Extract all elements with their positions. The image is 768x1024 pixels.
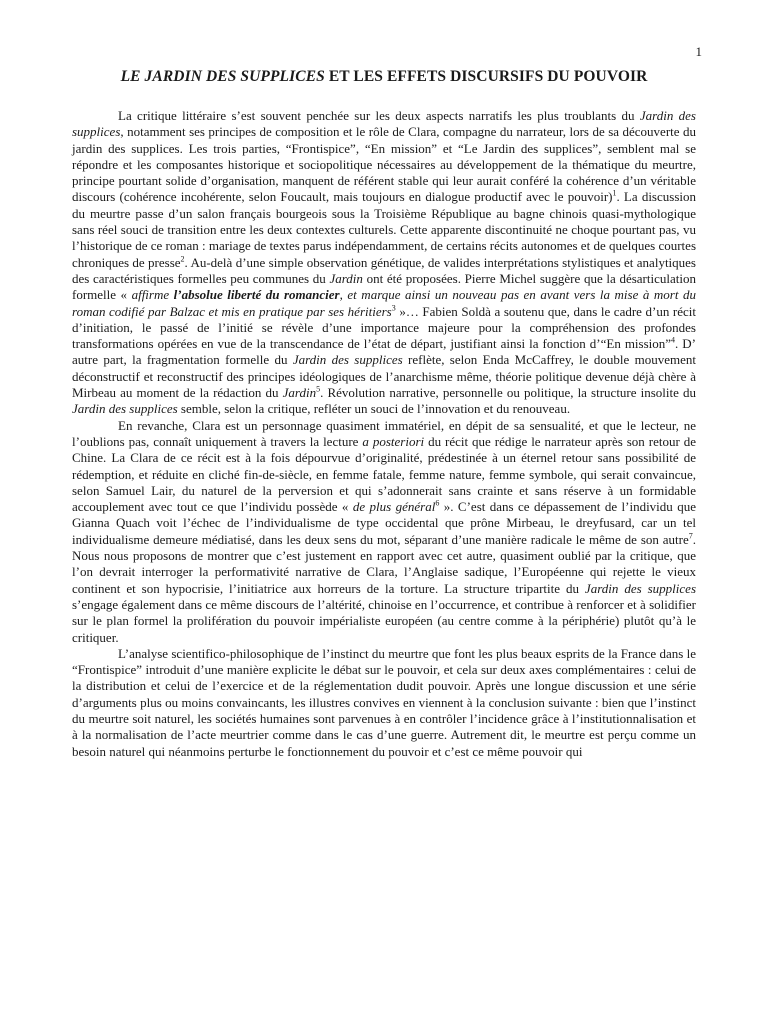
emphasis-text: , et marque ainsi un nouveau pas en avant vers la mise à mort du roman codifié par Balzac et mis en pratique par ses héritiers <box>72 287 696 319</box>
paragraph <box>72 646 696 760</box>
text-run: s’engage également dans ce même discours de l’altérité, chinoise en l’occurrence, et contribue à renforcer et à solidifier sur le plan formel la prolifération du pouvoir impérialiste européen (au centre comme à la périphérie) plutôt qu’à le critiquer. <box>72 596 696 645</box>
text-run: . Révolution narrative, personnelle ou politique, la structure insolite du <box>320 385 697 401</box>
emphasis-text: a posteriori <box>362 433 425 449</box>
article-title <box>72 68 696 86</box>
emphasis-text: l’absolue liberté du romancier <box>173 287 340 303</box>
emphasis-text: Jardin des supplices <box>72 108 696 140</box>
text-run: ont été proposées. Pierre Michel suggère que la désarticulation formelle « <box>72 270 696 303</box>
footnote-ref: 7 <box>688 531 693 541</box>
emphasis-text: de plus général <box>352 499 436 515</box>
text-run: La critique littéraire s’est souvent penchée sur les deux aspects narratifs les plus troublants du <box>118 108 640 123</box>
footnote-ref: 6 <box>435 498 440 508</box>
text-run: ». C’est dans ce dépassement de l’individu que Gianna Quach voit l’échec de l’individualisme de type occidental que prône Mirbeau, le dreyfusard, car un tel individualisme demeure médiatisé, dans les deux sens du mot, séparant d’une manière radicale le même de son autre <box>72 499 696 547</box>
footnote-ref: 4 <box>671 335 676 345</box>
text-run: En revanche, Clara est un personnage quasiment immatériel, en dépit de sa sensualité, et que le lecteur, ne l’oublions pas, connaît uniquement à travers la lecture <box>72 417 696 449</box>
paragraph <box>72 418 696 646</box>
footnote-ref: 5 <box>316 384 321 394</box>
footnote-ref: 1 <box>612 189 617 199</box>
emphasis-text: Jardin des supplices <box>584 580 696 596</box>
text-run: L’analyse scientifico-philosophique de l’instinct du meurtre que font les plus beaux esprits de la France dans le “Frontispice” introduit d’une manière explicite le débat sur le pouvoir, et cela sur deux axes complémentaires : celui de la distribution et celui de l’exercice et de la réglementation dudit pouvoir. Après une longue discussion et une série d’arguments plus ou moins convaincants, les illustres convives en viennent à la conclusion suivante : bien que l’instinct du meurtre soit naturel, les sociétés humaines sont parvenues à en contrôler l’incidence grâce à l’institutionnalisation et à la normalisation de l’acte meurtrier comme dans le cas d’une guerre. Autrement dit, le meurtre est perçu comme un besoin naturel qui néanmoins perturbe le fonctionnement du pouvoir et c’est ce même pouvoir qui <box>72 645 696 759</box>
emphasis-text: Jardin <box>282 385 317 401</box>
text-run: »… Fabien Soldà a soutenu que, dans le cadre d’un récit d’initiation, le passé de l’initié se révèle d’une importance majeure pour la compréhension des profondes transformations opérées en vue de la transcendance de l’état de départ, justifiant ainsi la fonction d’“En mission” <box>72 303 697 352</box>
title-italic-part: LE JARDIN DES SUPPLICES <box>120 68 325 85</box>
text-run: semble, selon la critique, refléter un souci de l’innovation et du renouveau. <box>177 401 571 417</box>
article-body <box>72 108 696 760</box>
text-run: . D’ autre part, la fragmentation formelle du <box>72 336 696 368</box>
text-run: . Nous nous proposons de montrer que c’est justement en rapport avec cet autre, quasiment oublié par la critique, que l’on devrait interroger la performativité narrative de Clara, l’Anglaise sadique, l’Européenne qui rejette le vieux continent et son hypocrisie, l’initiatrice aux horreurs de la torture. La structure tripartite du <box>72 531 696 596</box>
text-run: du récit que rédige le narrateur après son retour de Chine. La Clara de ce récit est à la fois dépourvue d’originalité, prédestinée à un éternel retour sans possibilité de rédemption, et réduite en cliché fin-de-siècle, en femme fatale, femme nature, femme symbole, qui serait convaincue, selon Samuel Lair, du naturel de la perversion et qui s’adonnerait sans crainte et sans réserve à un formidable accouplement avec tout ce que l’individu possède « <box>72 433 696 515</box>
paragraph <box>72 108 696 418</box>
emphasis-text: affirme <box>131 287 174 303</box>
text-run: , notamment ses principes de composition et le rôle de Clara, compagne du narrateur, lors de sa découverte du jardin des supplices. Les trois parties, “Frontispice”, “En mission” et “Le Jardin des supplices”, semblent mal se répondre et les composantes historique et sociopolitique nécessaires au développement de la thématique du meurtre, principe pourtant solide d’organisation, manquent de référent stable qui leur aurait conféré la cohérence d’un véritable discours (cohérence incohérente, selon Foucault, mais toujours en dialogue productif avec le pouvoir) <box>72 124 696 205</box>
text-run: reflète, selon Enda McCaffrey, le double mouvement déconstructif et reconstructif des principes idéologiques de l’anarchisme même, théorie politique devenue déjà chère à Mirbeau au moment de la rédaction du <box>72 352 697 401</box>
footnote-ref: 2 <box>180 254 185 264</box>
text-run: . La discussion du meurtre passe d’un salon français bourgeois sous la Troisième République au bagne chinois quasi-mythologique sans réel souci de transition entre les deux contextes culturels. Cette apparente discontinuité ne choque pourtant pas, vu l’historique de ce roman : mariage de textes parus indépendamment, de certains récits autonomes et de quelques courtes chroniques de presse <box>72 189 696 270</box>
text-run: . Au-delà d’une simple observation génétique, de valides interprétations stylistiques et analytiques des caractéristiques formelles peu communes du <box>72 254 696 286</box>
title-rest: ET LES EFFETS DISCURSIFS DU POUVOIR <box>324 68 648 85</box>
footnote-ref: 3 <box>391 303 396 313</box>
emphasis-text: Jardin des supplices <box>292 352 403 368</box>
emphasis-text: Jardin <box>329 270 363 286</box>
emphasis-text: Jardin des supplices <box>72 401 178 417</box>
page-number: 1 <box>695 44 702 59</box>
